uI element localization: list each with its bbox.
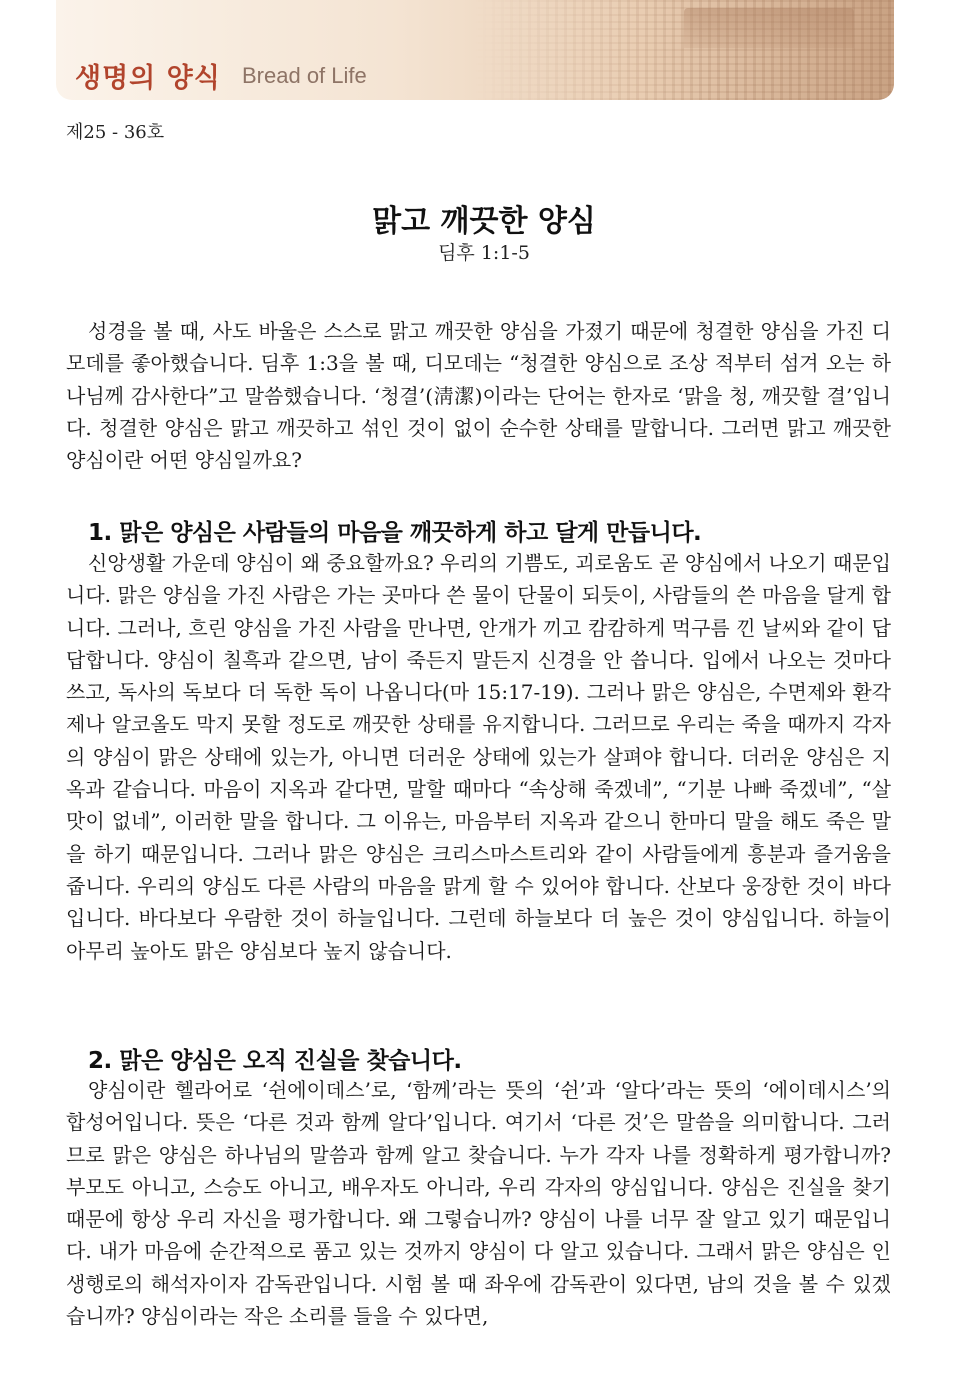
banner-title: 생명의 양식 bbox=[75, 63, 221, 94]
issue-number: 제25 - 36호 bbox=[66, 122, 165, 143]
intro-paragraph: 성경을 볼 때, 사도 바울은 스스로 맑고 깨끗한 양심을 가졌기 때문에 청결한 양심을 가진 디모데를 좋아했습니다. 딤후 1:3을 볼 때, 디모데는 “청결한 양심으로 조상 적부터 섬겨 오는 하나님께 감사한다”고 말씀했습니다. ‘청결’(淸潔)이라는 단어는 한자로 ‘맑을 청, 깨끗할 결’입니다. 청결한 양심은 맑고 깨끗하고 섞인 것이 없이 순수한 상태를 말합니다. 그러면 맑고 깨끗한 양심이란 어떤 양심일까요? bbox=[66, 319, 891, 473]
section-2-body: 양심이란 헬라어로 ‘쉰에이데스’로, ‘함께’라는 뜻의 ‘쉰’과 ‘알다’라는 뜻의 ‘에이데시스’의 합성어입니다. 뜻은 ‘다른 것과 함께 알다’입니다. 여기서 ‘다른 것’은 말씀을 의미합니다. 그러므로 맑은 양심은 하나님의 말씀과 함께 알고 찾습니다. 누가 각자 나를 정확하게 평가합니까? 부모도 아니고, 스승도 아니고, 배우자도 아니라, 우리 각자의 양심입니다. 양심은 진실을 찾기 때문에 항상 우리 자신을 평가합니다. 왜 그렇습니까? 양심이 나를 너무 잘 알고 있기 때문입니다. 내가 마음에 순간적으로 품고 있는 것까지 양심이 다 알고 있습니다. 그래서 맑은 양심은 인생행로의 해석자이자 감독관입니다. 시험 볼 때 좌우에 감독관이 있다면, 남의 것을 볼 수 있겠습니까? 양심이라는 작은 소리를 들을 수 있다면, bbox=[66, 1078, 891, 1329]
section-1-heading: 1. 맑은 양심은 사람들의 마음을 깨끗하게 하고 달게 만듭니다. bbox=[88, 520, 702, 546]
section-1-body: 신앙생활 가운데 양심이 왜 중요할까요? 우리의 기쁨도, 괴로움도 곧 양심에서 나오기 때문입니다. 맑은 양심을 가진 사람은 가는 곳마다 쓴 물이 단물이 되듯이, 사람들의 쓴 마음을 달게 합니다. 그러나, 흐린 양심을 가진 사람을 만나면, 안개가 끼고 캄캄하게 먹구름 낀 날씨와 같이 답답합니다. 양심이 칠흑과 같으면, 남이 죽든지 말든지 신경을 안 씁니다. 입에서 나오는 것마다 쓰고, 독사의 독보다 더 독한 독이 나옵니다(마 15:17-19). 그러나 맑은 양심은, 수면제와 환각제나 알코올도 막지 못할 정도로 깨끗한 상태를 유지합니다. 그러므로 우리는 죽을 때까지 각자의 양심이 맑은 상태에 있는가, 아니면 더러운 상태에 있는가 살펴야 합니다. 더러운 양심은 지옥과 같습니다. 마음이 지옥과 같다면, 말할 때마다 “속상해 죽겠네”, “기분 나빠 죽겠네”, “살 맛이 없네”, 이러한 말을 합니다. 그 이유는, 마음부터 지옥과 같으니 한마디 말을 해도 죽은 말을 하기 때문입니다. 그러나 맑은 양심은 크리스마스트리와 같이 사람들에게 흥분과 즐거움을 줍니다. 우리의 양심도 다른 사람의 마음을 맑게 할 수 있어야 합니다. 산보다 웅장한 것이 바다입니다. 바다보다 우람한 것이 하늘입니다. 그런데 하늘보다 더 높은 것이 양심입니다. 하늘이 아무리 높아도 맑은 양심보다 높지 않습니다. bbox=[66, 551, 891, 963]
banner-subtitle: Bread of Life bbox=[242, 63, 367, 88]
header-banner bbox=[56, 0, 894, 100]
scripture-reference: 딤후 1:1-5 bbox=[438, 242, 530, 264]
sermon-title: 맑고 깨끗한 양심 bbox=[372, 204, 596, 239]
section-2-heading: 2. 맑은 양심은 오직 진실을 찾습니다. bbox=[88, 1048, 462, 1074]
banner-building-photo bbox=[684, 8, 854, 48]
